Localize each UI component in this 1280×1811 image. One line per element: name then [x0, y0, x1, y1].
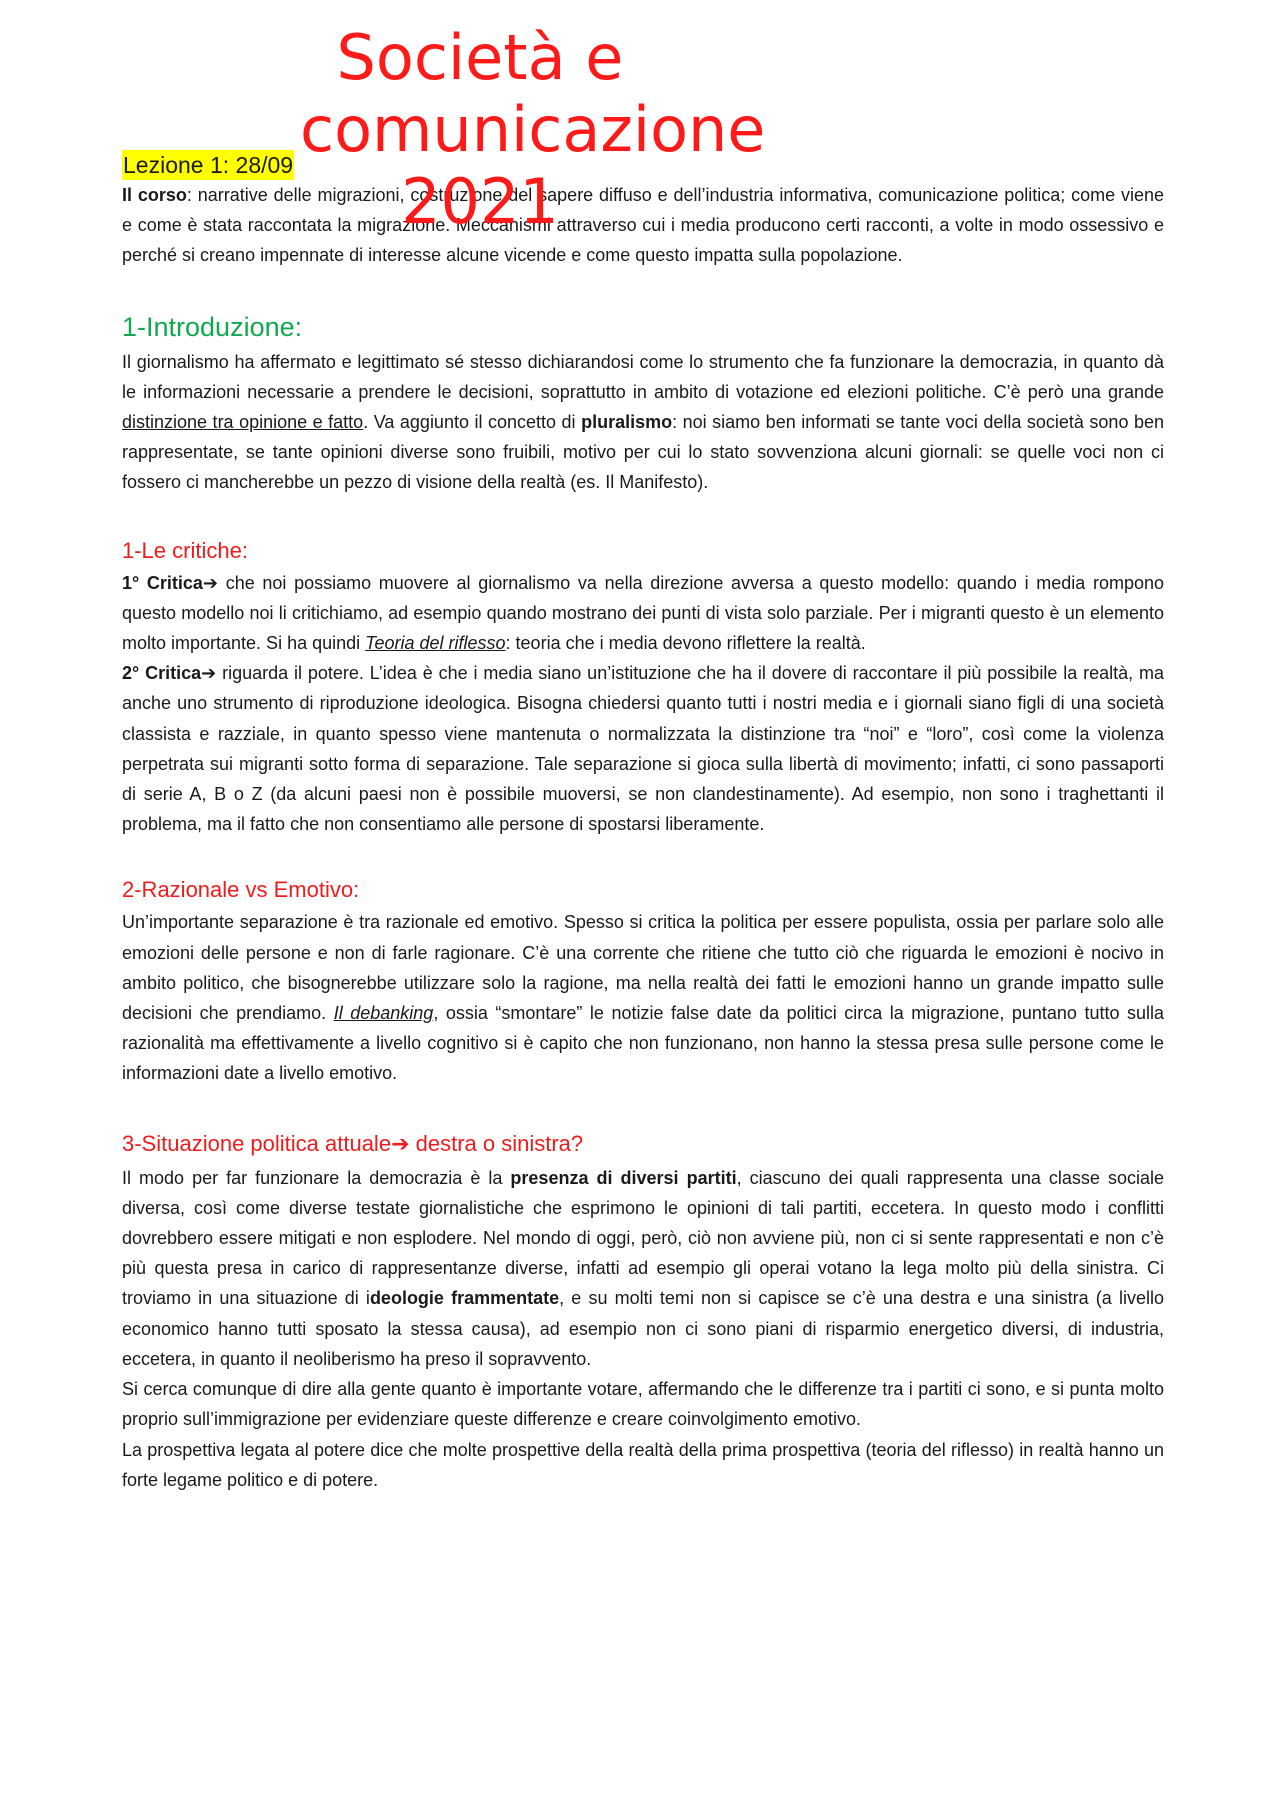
- razionale-text-2: , ossia “smontare” le notizie false date da politici circa la migrazione, puntano tutto sulla razionalità ma effettivamente a livello cognitivo si è capito che non funzionano, non hanno la stessa presa sulle persone come le informazioni date a livello emotivo.: [122, 1003, 1165, 1084]
- heading-critiche: 1-Le critiche:: [122, 537, 248, 563]
- teoria-del-riflesso: Teoria del riflesso: [365, 633, 506, 654]
- lesson-label: Lezione 1: 28/09: [123, 152, 294, 178]
- heading-situazione-b: destra o sinistra?: [409, 1130, 584, 1156]
- introduzione-text-2: . Va aggiunto il concetto di: [363, 412, 582, 433]
- bold-pluralismo: pluralismo: [581, 412, 673, 433]
- introduzione-paragraph: [122, 347, 1164, 498]
- situazione-text-1: Il modo per far funzionare la democrazia è la: [122, 1167, 511, 1188]
- course-label: Il corso: [122, 185, 187, 205]
- critica-2-text: riguarda il potere. L’idea è che i media siano un’istituzione che ha il dovere di raccontare il più possibile la realtà, ma anche uno strumento di riproduzione ideologica. Bisogna chiedersi quanto tutti i nostri media e i giornali siano figli di una società classista e razziale, in quanto spesso viene mantenuta o normalizzata la distinzione tra “noi” e “loro”, così come la violenza perpetrata sui migranti sotto forma di separazione. Tale separazione si gioca sulla libertà di movimento; infatti, ci sono passaporti di serie A, B o Z (da alcuni paesi non è possibile muoversi, se non clandestinamente). Ad esempio, non sono i traghettanti il problema, ma il fatto che non consentiamo alle persone di spostarsi liberamente.: [122, 663, 1164, 835]
- critica-1-paragraph: [122, 568, 1164, 659]
- heading-situazione: [122, 1129, 1164, 1159]
- il-debanking: Il debanking: [333, 1003, 434, 1024]
- document-body: [122, 150, 1164, 1495]
- arrow-right-icon: ➔: [201, 663, 217, 684]
- critica-1-tail: : teoria che i media devono riflettere la realtà.: [505, 633, 866, 654]
- situazione-paragraph-1: [122, 1163, 1164, 1374]
- introduzione-text-1: Il giornalismo ha affermato e legittimato sé stesso dichiarandosi come lo strumento che fa funzionare la democrazia, in quanto dà le informazioni necessarie a prendere le decisioni, soprattutto in ambito di votazione ed elezioni politiche. C’è però una grande: [122, 351, 1164, 402]
- arrow-right-icon: ➔: [391, 1130, 410, 1156]
- course-text: : narrative delle migrazioni, costruzione del sapere diffuso e dell’industria informativa, comunicazione politica; come viene e come è stata raccontata la migrazione. Meccanismi attraverso cui i media producono certi racconti, a volte in modo ossessivo e perché si creano impennate di interesse alcune vicende e come questo impatta sulla popolazione.: [122, 185, 1164, 266]
- razionale-text-1: Un’importante separazione è tra razionale ed emotivo. Spesso si critica la politica per essere populista, ossia per parlare solo alle emozioni delle persone e non di farle ragionare. C’è una corrente che ritiene che tutto ciò che riguarda le emozioni è nocivo in ambito politico, che bisognerebbe utilizzare solo la ragione, ma nella realtà dei fatti le emozioni hanno un grande impatto sulle decisioni che prendiamo.: [122, 912, 1164, 1024]
- course-paragraph: [122, 180, 1164, 271]
- arrow-right-icon: ➔: [202, 572, 219, 593]
- critica-1-label: 1° Critica: [122, 572, 203, 593]
- heading-situazione-a: 3-Situazione politica attuale: [122, 1130, 392, 1156]
- critica-1-text: che noi possiamo muovere al giornalismo va nella direzione avversa a questo modello: quando i media rompono questo modello noi li critichiamo, ad esempio quando mostrano dei punti di vista solo parziale. Per i migranti questo è un elemento molto importante. Si ha quindi: [122, 572, 1165, 654]
- situazione-paragraph-2: Si cerca comunque di dire alla gente quanto è importante votare, affermando che le differenze tra i partiti ci sono, e si punta molto proprio sull’immigrazione per evidenziare queste differenze e creare coinvolgimento emotivo.: [122, 1379, 1164, 1430]
- bold-presenza-partiti: presenza di diversi partiti: [510, 1167, 737, 1188]
- introduzione-text-3: : noi siamo ben informati se tante voci della società sono ben rappresentate, se tante opinioni diverse sono fruibili, motivo per cui lo stato sovvenziona alcuni giornali: se quelle voci non ci fossero ci mancherebbe un pezzo di visione della realtà (es. Il Manifesto).: [122, 412, 1164, 493]
- situazione-text-2: , ciascuno dei quali rappresenta una classe sociale diversa, così come diverse testate giornalistiche che esprimono le opinioni di tali partiti, eccetera. In questo modo i conflitti dovrebbero essere mitigati e non esplodere. Nel mondo di oggi, però, ciò non avviene più, non ci si sente rappresentati e non c’è più questa presa in carico di rappresentanze diverse, infatti ad esempio gli operai votano la lega molto più della sinistra. Ci troviamo in una situazione di i: [122, 1167, 1165, 1309]
- document-title: Società e comunicazione 2021: [300, 21, 766, 238]
- situazione-text-3: , e su molti temi non si capisce se c’è una destra e una sinistra (a livello economico hanno tutti sposato la stessa causa), ad esempio non ci sono piani di risparmio energetico diversi, di industria, eccetera, in quanto il neoliberismo ha preso il sopravvento.: [122, 1288, 1164, 1369]
- heading-razionale: 2-Razionale vs Emotivo:: [122, 877, 360, 903]
- razionale-paragraph: [122, 907, 1164, 1088]
- critica-2-paragraph: [122, 658, 1164, 839]
- underlined-phrase: distinzione tra opinione e fatto: [122, 412, 364, 433]
- situazione-paragraph-3: La prospettiva legata al potere dice che molte prospettive della realtà della prima prospettiva (teoria del riflesso) in realtà hanno un forte legame politico e di potere.: [122, 1439, 1164, 1490]
- lesson-label-line: [122, 150, 1164, 180]
- heading-introduzione: 1-Introduzione:: [122, 311, 303, 342]
- critica-2-label: 2° Critica: [122, 663, 202, 684]
- bold-ideologie: deologie frammentate: [369, 1288, 560, 1309]
